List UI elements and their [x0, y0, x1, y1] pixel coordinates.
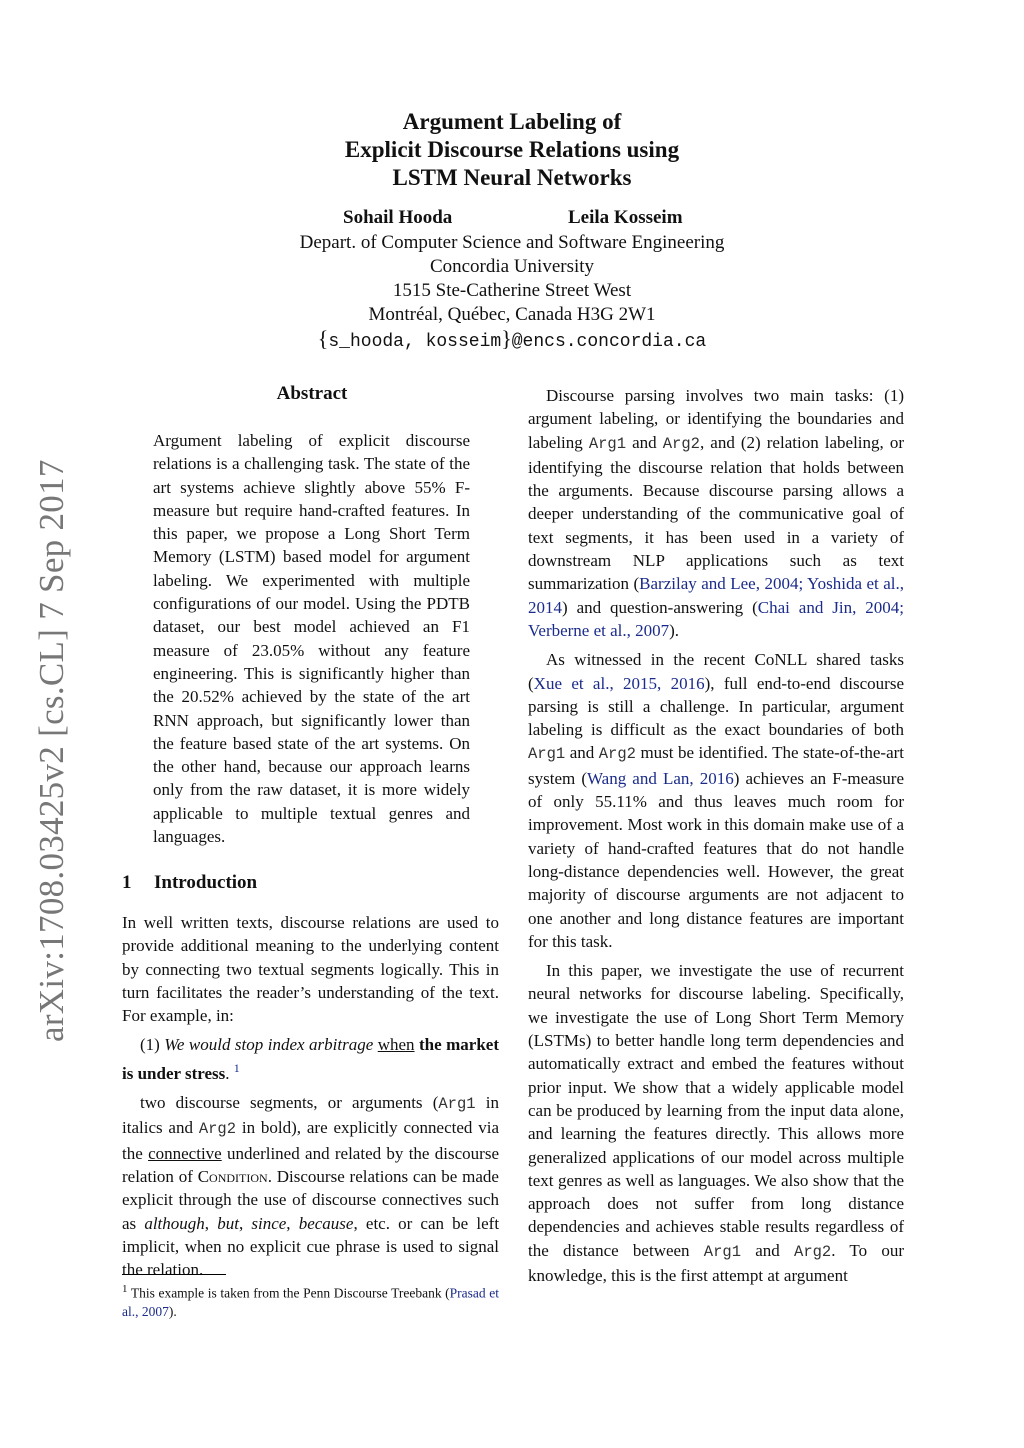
sep-1: , [204, 1213, 218, 1233]
arxiv-identifier: arXiv:1708.03425v2 [cs.CL] 7 Sep 2017 [32, 459, 71, 1042]
author-1: Sohail Hooda [343, 207, 453, 228]
section-title: Introduction [154, 872, 258, 893]
footnote-mark: 1 [122, 1283, 128, 1295]
title-line-3: LSTM Neural Networks [392, 165, 632, 190]
citation-barzilay-yoshida[interactable]: Barzilay and Lee, 2004; Yoshida et al., 2014 [528, 574, 904, 617]
connective-although: although [144, 1213, 205, 1233]
p2-text-b: in italics and [122, 1093, 499, 1138]
email-open-brace: { [317, 326, 329, 351]
footnote-end: ). [168, 1303, 177, 1319]
r1-text-a: Discourse parsing involves two main tasks: (1) argument labeling, or identifying the boundaries and labeling [528, 386, 904, 452]
right-column [528, 384, 904, 1287]
arg2-label: Arg2 [662, 434, 700, 453]
example-1 [122, 1033, 499, 1085]
email-users: s_hooda, kosseim [328, 332, 502, 352]
r1-text-c: , and (2) relation labeling, or identifying the discourse relation that holds between the arguments. Because discourse parsing allows a deeper understanding of the communicative goal of text segments, it has been used in a variety of downstream NLP applications such as text summarization ( [528, 432, 904, 594]
citation-wang-lan[interactable]: Wang and Lan, 2016 [586, 768, 734, 788]
r3-text-c: . To our knowledge, this is the first attempt at argument [528, 1240, 905, 1285]
affiliation-city: Montréal, Québec, Canada H3G 2W1 [368, 304, 656, 325]
p2-text-e: . Discourse relations can be made explicit through the use of discourse connectives such as [122, 1166, 499, 1233]
example-arg2: the market is under stress [122, 1035, 500, 1083]
example-number: (1) [140, 1035, 160, 1055]
r1-text-d: ) and question-answering ( [562, 597, 758, 617]
intro-paragraph-2 [122, 1091, 499, 1281]
email-domain: @encs.concordia.ca [511, 332, 707, 352]
arg1-label: Arg1 [588, 434, 627, 453]
connective-since: since [251, 1213, 287, 1233]
arg1-label: Arg1 [703, 1242, 742, 1261]
r2-text-e: ) achieves an F-measure of only 55.11% and thus leaves much room for improvement. Most work in this domain make use of a variety of hand-crafted features that do not handle long-distance dependencies well. However, the great majority of discourse arguments are not adjacent to one another and long distance features are important for this task. [528, 768, 904, 951]
affiliation-university: Concordia University [429, 256, 595, 277]
paper-title [0, 108, 1024, 192]
example-connective: when [377, 1035, 415, 1055]
connective-because: because [298, 1213, 354, 1233]
p2-text-d: underlined and related by the discourse relation of [122, 1143, 499, 1186]
r2-text-d: must be identified. The state-of-the-art system ( [528, 743, 904, 788]
introduction-left-column [122, 911, 499, 1281]
right-paragraph-3 [528, 959, 904, 1287]
arg2-label: Arg2 [198, 1120, 237, 1139]
example-arg1: We would stop index arbitrage [164, 1035, 374, 1055]
right-paragraph-1 [528, 384, 904, 642]
citation-xue[interactable]: Xue et al., 2015, 2016 [533, 673, 705, 693]
section-number: 1 [122, 872, 132, 893]
arg2-label: Arg2 [598, 745, 636, 764]
abstract-heading: Abstract [276, 383, 348, 404]
footnote-link[interactable]: 1 [233, 1060, 240, 1075]
p2-text-a: two discourse segments, or arguments ( [140, 1093, 439, 1113]
title-line-2: Explicit Discourse Relations using [344, 137, 680, 162]
r1-text-e: ). [669, 620, 680, 640]
affiliation-street: 1515 Ste-Catherine Street West [392, 280, 632, 301]
r2-text-a: As witnessed in the recent CoNLL shared tasks ( [528, 650, 904, 693]
intro-paragraph-1: In well written texts, discourse relations are used to provide additional meaning to the underlying content by connecting two textual segments logically. This in turn facilitates the reader’s understanding of the text. For example, in: [122, 913, 499, 1026]
title-line-1: Argument Labeling of [402, 109, 622, 134]
sep-2: , [238, 1213, 252, 1233]
r3-text-a: In this paper, we investigate the use of recurrent neural networks for discourse labeling. Specifically, we investigate the use of Long Short Term Memory (LSTMs) to better handle long term dependencies and automatically extract and embed the features without prior input. We show that a widely applicable model can be produced by learning from the input data alone, and learning the features directly. This allows more generalized applications of our model across multiple text genres as well as languages. We also show that the approach does not suffer from long distance dependencies and achieves stable results regardless of the distance between [528, 961, 904, 1260]
connective-term: connective [148, 1143, 222, 1163]
abstract-text: Argument labeling of explicit discourse relations is a challenging task. The state of the art systems achieve slightly above 55% F-measure but require hand-crafted features. In this paper, we propose a Long Short Term Memory (LSTM) based model for argument labeling. We experimented with multiple configurations of our model. Using the PDTB dataset, our best model achieved an F1 measure of 23.05% without any feature engineering. This is significantly higher than the 20.52% achieved by the state of the art RNN approach, but significantly lower than the feature based state of the art systems. On the other hand, because our approach learns only from the raw dataset, it is more widely applicable to multiple textual genres and languages. [153, 431, 470, 847]
citation-chai-verberne[interactable]: Chai and Jin, 2004; Verberne et al., 2007 [528, 597, 904, 640]
author-names [0, 207, 1024, 233]
sep-3: , [286, 1213, 299, 1233]
r1-text-b: and [626, 432, 663, 452]
r2-text-b: ), full end-to-end discourse parsing is still a challenge. In particular, argument labeling is difficult as the exact boundaries of both [528, 673, 904, 740]
footnote-text: This example is taken from the Penn Discourse Treebank ( [127, 1285, 450, 1301]
example-period: . [225, 1063, 230, 1083]
arg1-label: Arg1 [528, 745, 566, 764]
citation-prasad[interactable]: Prasad et al., 2007 [122, 1285, 499, 1319]
arg1-label: Arg1 [438, 1095, 476, 1114]
p2-text-c: in bold), are explicitly connected via the [122, 1118, 499, 1163]
arg2-label: Arg2 [794, 1242, 832, 1261]
r3-text-b: and [741, 1240, 795, 1260]
right-paragraph-2 [528, 648, 904, 953]
affiliation [0, 231, 1024, 354]
affiliation-dept: Depart. of Computer Science and Software Engineering [299, 232, 725, 253]
connective-but: but [217, 1213, 239, 1233]
email-close-brace: } [501, 326, 512, 351]
author-2: Leila Kosseim [568, 207, 683, 228]
relation-condition: Condition [197, 1166, 268, 1186]
p2-text-f: , etc. or can be left implicit, when no explicit cue phrase is used to signal the relation. [122, 1213, 500, 1280]
r2-text-c: and [565, 743, 599, 763]
footnote [122, 1280, 499, 1321]
author-email [0, 327, 1024, 354]
section-heading-introduction [122, 872, 257, 894]
footnote-rule [122, 1274, 226, 1275]
